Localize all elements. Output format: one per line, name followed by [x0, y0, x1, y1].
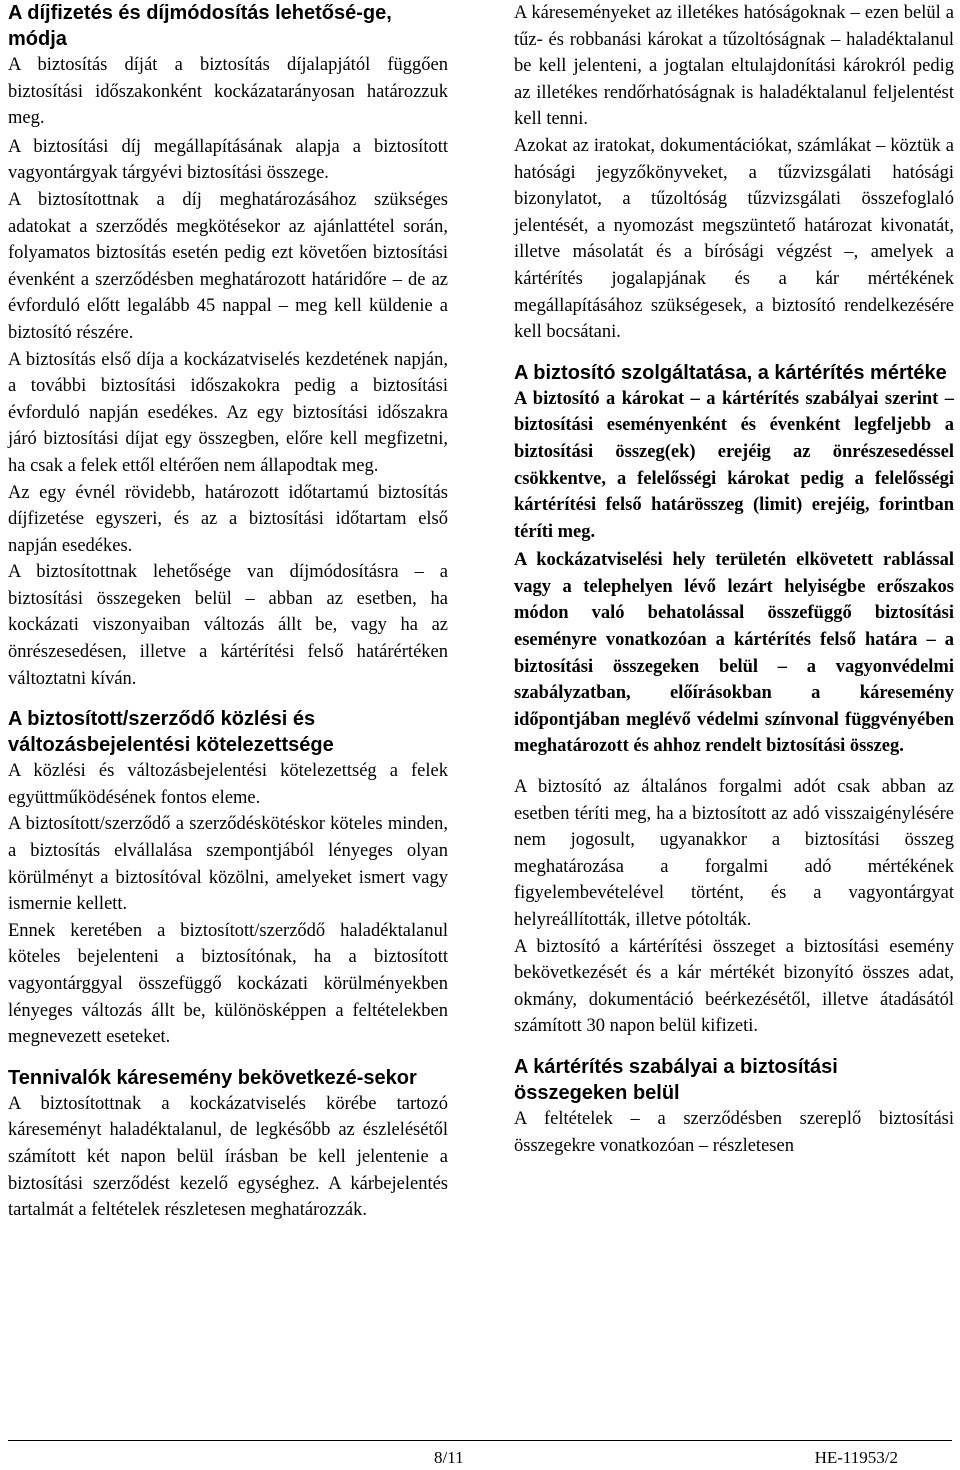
page-number: 8/11 [434, 1448, 464, 1467]
paragraph: A káreseményeket az illetékes hatóságoknak – ezen belül a tűz- és robbanási károkat a tűzoltóságnak – haladéktalanul be kell jelenteni, a jogtalan eltulajdonítási károkról pedig az illetékes rendőrhatóságnak is haladéktalanul feljelentést kell tenni. [514, 3, 954, 130]
paragraph: Ennek keretében a biztosított/szerződő haladéktalanul köteles bejelenteni a biztosítónak, ha a biztosított vagyontárggyal összefüggő kockázati körülményekben lényeges változás állt be, különösképpen a feltételekben megnevezett eseteket. [8, 920, 448, 1048]
bold-paragraph: A biztosító a károkat – a kártérítés szabályai szerint – biztosítási eseményenként és évenként legfeljebb a biztosítási összeg(ek) erejéig az önrészesedéssel csökkentve, a felelősségi károkat pedig a felelősségi kártérítési felső határösszeg (limit) erejéig, forintban téríti meg. [514, 388, 954, 542]
paragraph: Azokat az iratokat, dokumentációkat, számlákat – köztük a hatósági jegyzőkönyveket, a tűzvizsgálati hatósági bizonylatot, a tűzoltóság tűzvizsgálati összefoglaló jelentését, a nyomozást megszüntető határozat kivonatát, illetve másolatát és a bírósági végzést –, amelyek a kártérítés jogalapjának és a kár mértékének megállapításához szükségesek, a biztosító rendelkezésére kell bocsátani. [514, 135, 954, 343]
paragraph: A biztosítás első díja a kockázatviselés kezdetének napján, a további biztosítási időszakokra pedig a biztosítási évforduló napján esedékes. Az egy biztosítási időszakra járó biztosítási díjat egy összegben, előre kell megfizetni, ha csak a felek ettől eltérően nem állapodtak meg. [8, 349, 448, 476]
paragraph: A közlési és változásbejelentési kötelezettség a felek együttműködésének fontos eleme. [8, 761, 448, 808]
document-id: HE-11953/2 [814, 1448, 898, 1467]
footer-divider [8, 1440, 952, 1441]
bold-paragraph: A kockázatviselési hely területén elkövetett rablással vagy a telephelyen lévő lezárt helyiségbe erőszakos módon való behatolással összefüggő biztosítási eseményre vonatkozóan a kártérítés felső határa – a biztosítási összegeken belül – a vagyonvédelmi szabályzatban, előírásokban a káresemény időpontjában meglévő védelmi színvonal függvényében meghatározott és ahhoz rendelt biztosítási összeg. [514, 550, 954, 757]
heading-insurer-service: A biztosító szolgáltatása, a kártérítés mértéke [514, 361, 947, 384]
right-column [514, 0, 954, 1159]
heading-claim-tasks: Tennivalók káresemény bekövetkezé-sekor [8, 1066, 417, 1089]
paragraph: A biztosítottnak a kockázatviselés körébe tartozó káreseményt haladéktalanul, de legkésőbb az észlelésétől számított két napon belül írásban be kell jelentenie a biztosítási szerződést kezelő egységhez. A kárbejelentés tartalmát a feltételek részletesen meghatározzák. [8, 1093, 448, 1221]
heading-disclosure-duty: A biztosított/szerződő közlési és változásbejelentési kötelezettsége [8, 708, 334, 757]
left-column [8, 0, 448, 1224]
paragraph: A biztosítás díját a biztosítás díjalapjától függően biztosítási időszakonként kockázatarányosan határozzuk meg. [8, 55, 448, 129]
paragraph: A feltételek – a szerződésben szereplő biztosítási összegekre vonatkozóan – részletesen [514, 1108, 954, 1156]
paragraph: A biztosított/szerződő a szerződéskötéskor köteles minden, a biztosítás elvállalása szempontjából lényeges olyan körülményt a biztosítóval közölni, amelyeket ismert vagy ismernie kellett. [8, 814, 448, 915]
paragraph: A biztosítottnak a díj meghatározásához szükséges adatokat a szerződés megkötésekor az ajánlattétel során, folyamatos biztosítás esetén pedig ezt követően biztosítási évenként a szerződésben meghatározott határidőre – de az évforduló előtt legalább 45 nappal – meg kell küldenie a biztosító részére. [8, 189, 448, 343]
heading-compensation-rules: A kártérítés szabályai a biztosítási összegeken belül [514, 1055, 838, 1104]
paragraph: A biztosítási díj megállapításának alapja a biztosított vagyontárgyak tárgyévi biztosítási összege. [8, 136, 448, 184]
heading-fee-payment: A díjfizetés és díjmódosítás lehetősé-ge, módja [8, 2, 392, 50]
paragraph: A biztosító a kártérítési összeget a biztosítási esemény bekövetkezését és a kár mértékét bizonyító összes adat, okmány, dokumentáció beérkezésétől, illetve átadásától számított 30 napon belül kifizeti. [514, 936, 954, 1037]
paragraph: A biztosító az általános forgalmi adót csak abban az esetben téríti meg, ha a biztosított az adó visszaigénylésére nem jogosult, ugyanakkor a biztosítási összeg meghatározása a forgalmi adó mértékének figyelembevételével történt, és a vagyontárgyat helyreállították, illetve pótolták. [514, 777, 954, 930]
paragraph: Az egy évnél rövidebb, határozott időtartamú biztosítás díjfizetése egyszeri, és az a biztosítási időtartam első napján esedékes. [8, 482, 448, 556]
paragraph: A biztosítottnak lehetősége van díjmódosításra – a biztosítási összegeken belül – abban az esetben, ha kockázati viszonyaiban változás állt be, vagy ha az önrészesedésen, illetve a kártérítési felső határértéken változtatni kíván. [8, 562, 448, 689]
